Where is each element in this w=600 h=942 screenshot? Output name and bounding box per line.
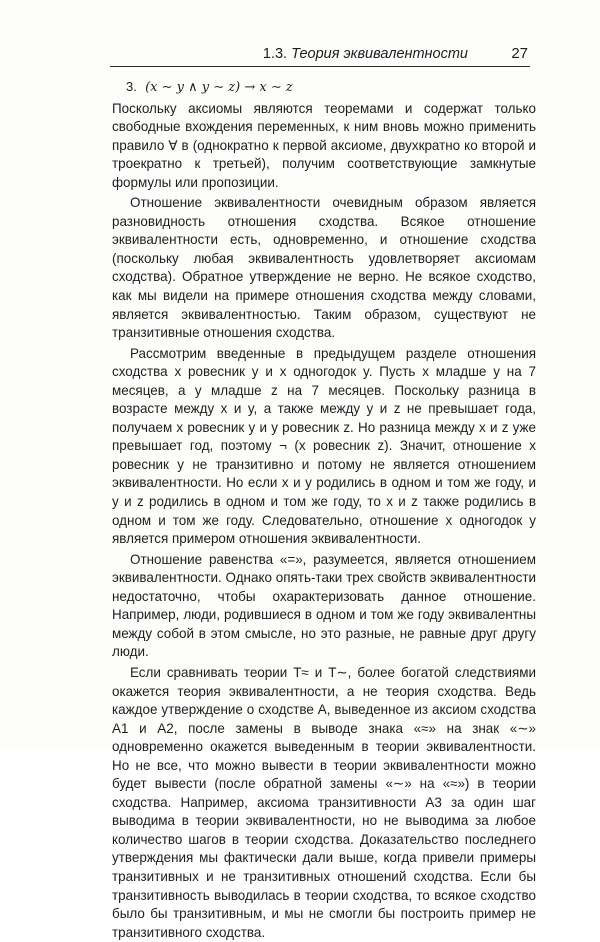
paragraph-2: Отношение эквивалентности очевидным образом является разновидность отношения сходства. Всякое отношение эквивалентности есть, одновременно, и отношение сходства (поскольку любая эквивалентность удовлетворяет аксиомам сходства). Обратное утверждение не верно. Не всякое сходство, как мы видели на примере отношения сходства между словами, является эквивалентностью. Таким образом, существуют не транзитивные отношения сходства. (112, 195, 536, 341)
section-title: Теория эквивалентности (291, 46, 468, 62)
paragraph-3: Рассмотрим введенные в предыдущем разделе отношения сходства x ровесник y и x одногодок y. Пусть x младше y на 7 месяцев, а y младше z на 7 месяцев. Поскольку разница в возрасте между x и y, а также между y и z не превышает года, получаем x ровесник y и y ровесник z. Но разница между x и z уже превышает год, поэтому ¬ (x ровесник z). Значит, отношение x ровесник y не транзитивно и потому не является отношением эквивалентности. Но если x и y родились в одном и том же году, и y и z родились в одном и том же году, то x и z также родились в одном и том же году. Следовательно, отношение x одногодок y является примером отношения эквивалентности. (112, 345, 536, 547)
formula-expression: (x ∼ y ∧ y ∼ z) → x ∼ z (145, 80, 293, 95)
paragraph-5: Если сравнивать теории T≈ и T∼, более богатой следствиями окажется теория эквивалентности, а не теория сходства. Ведь каждое утверждение о сходстве A, выведенное из аксиом сходства A1 и A2, после замены в выводе знака «≈» на знак «∼» одновременно окажется выведенным в теории эквивалентности. Но не все, что можно вывести в теории эквивалентности можно будет вывести (после обратной замены «∼» на «≈») в теории сходства. Например, аксиома транзитивности A3 за один шаг выводима в теории эквивалентности, но не выводима за любое количество шагов в теории сходства. Доказательство последнего утверждения мы фактически дали выше, когда привели примеры транзитивных и не транзитивных отношений сходства. Если бы транзитивность выводилась в теории сходства, то всякое сходство было бы транзитивным, и мы не смогли бы построить пример не транзитивного сходства. (112, 664, 536, 940)
paragraph-1: Поскольку аксиомы являются теоремами и содержат только свободные вхождения переменных, к ним вновь можно применить правило ∀ в (однократно к первой аксиоме, двухкратно ко второй и троекратно к третьей), получим соответствующие замкнутые формулы или пропозиции. (112, 100, 536, 190)
axiom-formula (112, 78, 536, 98)
section-number: 1.3. (262, 46, 288, 62)
formula-number: 3. (126, 79, 137, 94)
running-head (263, 46, 468, 62)
running-header (110, 44, 530, 67)
body-text (112, 78, 536, 942)
page-number: 27 (511, 45, 528, 62)
paragraph-4: Отношение равенства «=», разумеется, является отношением эквивалентности. Однако опять-таки трех свойств эквивалентности недостаточно, чтобы охарактеризовать данное отношение. Например, люди, родившиеся в одном и том же году эквивалентны между собой в этом смысле, но это разные, не равные друг другу люди. (112, 551, 536, 660)
